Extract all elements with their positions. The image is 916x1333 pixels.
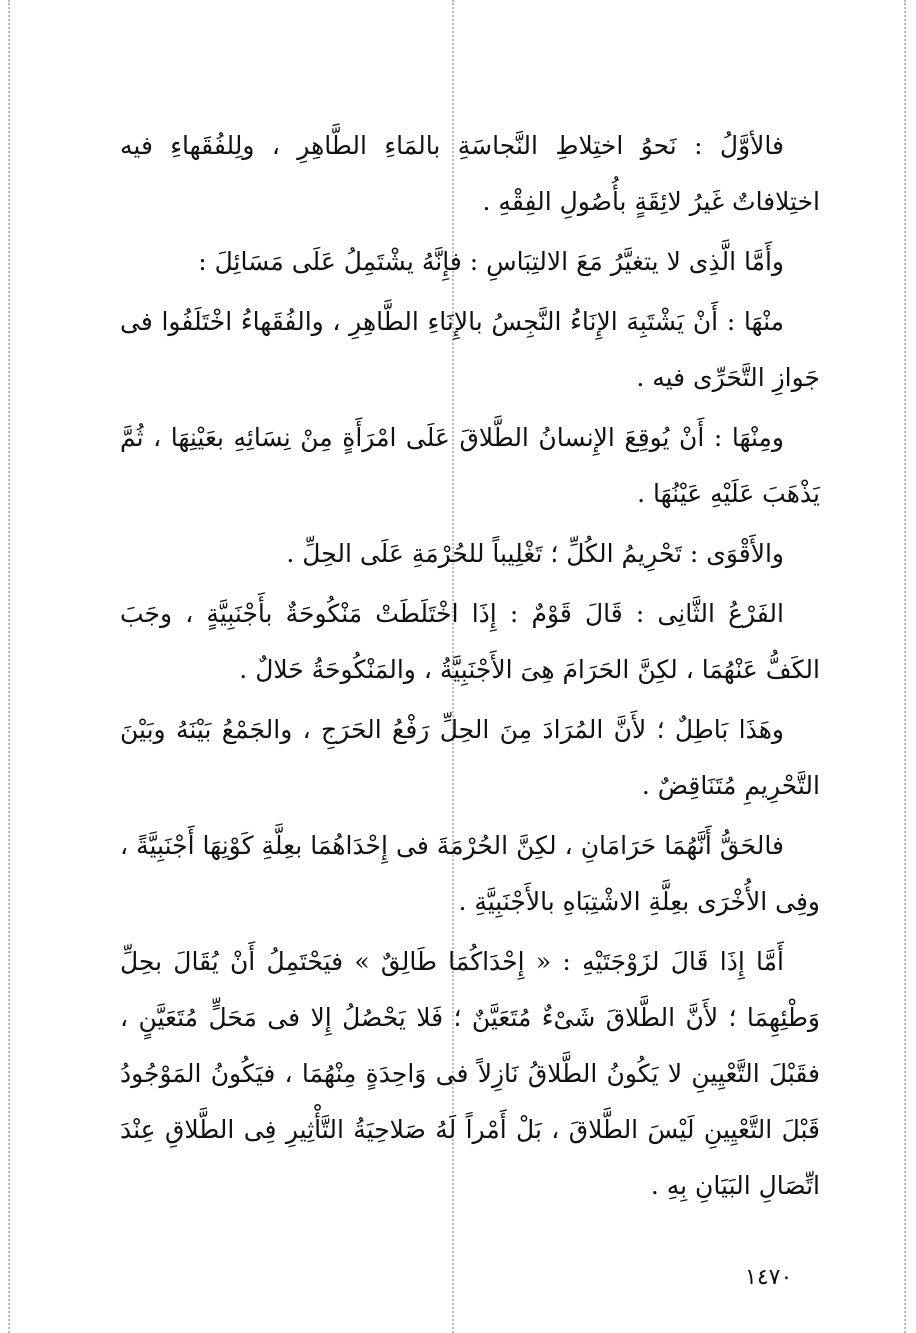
paragraph: منْهَا : أَنْ يَشْتَبِهَ الإِنَاءُ النَّجِسُ بالإِنَاءِ الطَّاهِرِ ، والفُقَهاءُ اخْتَلَفُوا فى جَوازِ التَّحَرِّى فيه . (120, 307, 820, 392)
paragraph: وهَذَا بَاطِلٌ ؛ لأَنَّ المُرَادَ مِنَ الحِلِّ رَفْعُ الحَرَجِ ، والجَمْعُ بَيْنَهُ وبَيْنَ التَّحْرِيمِ مُتَنَاقِضٌ . (120, 715, 820, 800)
paragraph: وأَمَّا الَّذِى لا يتغيَّرُ مَعَ الالتِبَاسِ : فإِنَّهُ يشْتَمِلُ عَلَى مَسَائِلَ : (198, 247, 784, 276)
paragraph: فالأوَّلُ : نَحوُ اختِلاطِ النَّجاسَةِ بالمَاءِ الطَّاهِرِ ، ولِلفُقَهاءِ فيه اختِلافاتٌ غَيرُ لائِقَةٍ بأُصُولِ الفِقْهِ . (120, 131, 820, 216)
paragraph: الفَرْعُ الثَّانِى : قَالَ قَوْمٌ : إِذَا اخْتَلَطَتْ مَنْكُوحَةٌ بأَجْنَبِيَّةٍ ، وجَبَ الكَفُّ عَنْهُمَا ، لكِنَّ الحَرَامَ هِىَ الأَجْنَبِيَّةُ ، والمَنْكُوحَةُ حَلالٌ . (120, 599, 820, 684)
body-text (120, 118, 820, 1218)
paragraph: فالحَقُّ أَنَّهُمَا حَرَامَانِ ، لكِنَّ الحُرْمَةَ فى إِحْدَاهُمَا بعِلَّةِ كَوْنِهَا أَجْنَبِيَّةً ، وفِى الأُخْرَى بعِلَّةِ الاشْتِبَاهِ بالأَجْنَبِيَّةِ . (120, 831, 820, 916)
page-number: ١٤٧٠ (745, 1265, 793, 1290)
left-dotted-guide (8, 0, 10, 1333)
right-dotted-guide (904, 0, 906, 1333)
paragraph: ومِنْهَا : أَنْ يُوقِعَ الإِنسانُ الطَّلاقَ عَلَى امْرَأَةٍ مِنْ نِسَائِهِ بعَيْنِهَا ، ثُمَّ يَذْهَبَ عَلَيْهِ عَيْنُهَا . (120, 423, 820, 508)
paragraph: أَمَّا إِذَا قَالَ لزَوْجَتَيْهِ : « إِحْدَاكُمَا طَالِقٌ » فيَحْتَمِلُ أَنْ يُقَالَ بحِلِّ وَطْئِهِمَا ؛ لأَنَّ الطَّلاقَ شَىْءٌ مُتَعَيَّنٌ ؛ فَلا يَحْصُلُ إِلا فى مَحَلٍّ مُتَعَيَّنٍ ، فقَبْلَ التَّعْيِينِ لا يَكُونُ الطَّلاقُ نَازِلاً فى وَاحِدَةٍ مِنْهُمَا ، فيَكُونُ المَوْجُودُ قَبْلَ التَّعْيِينِ لَيْسَ الطَّلاقَ ، بَلْ أَمْراً لَهُ صَلاحِيَةُ التَّأْثِيرِ فِى الطَّلاقِ عِنْدَ اتِّصَالِ البَيَانِ بِهِ . (120, 947, 820, 1200)
paragraph: والأَقْوَى : تَحْرِيمُ الكُلِّ ؛ تَغْلِيباً للحُرْمَةِ عَلَى الحِلِّ . (286, 539, 784, 568)
